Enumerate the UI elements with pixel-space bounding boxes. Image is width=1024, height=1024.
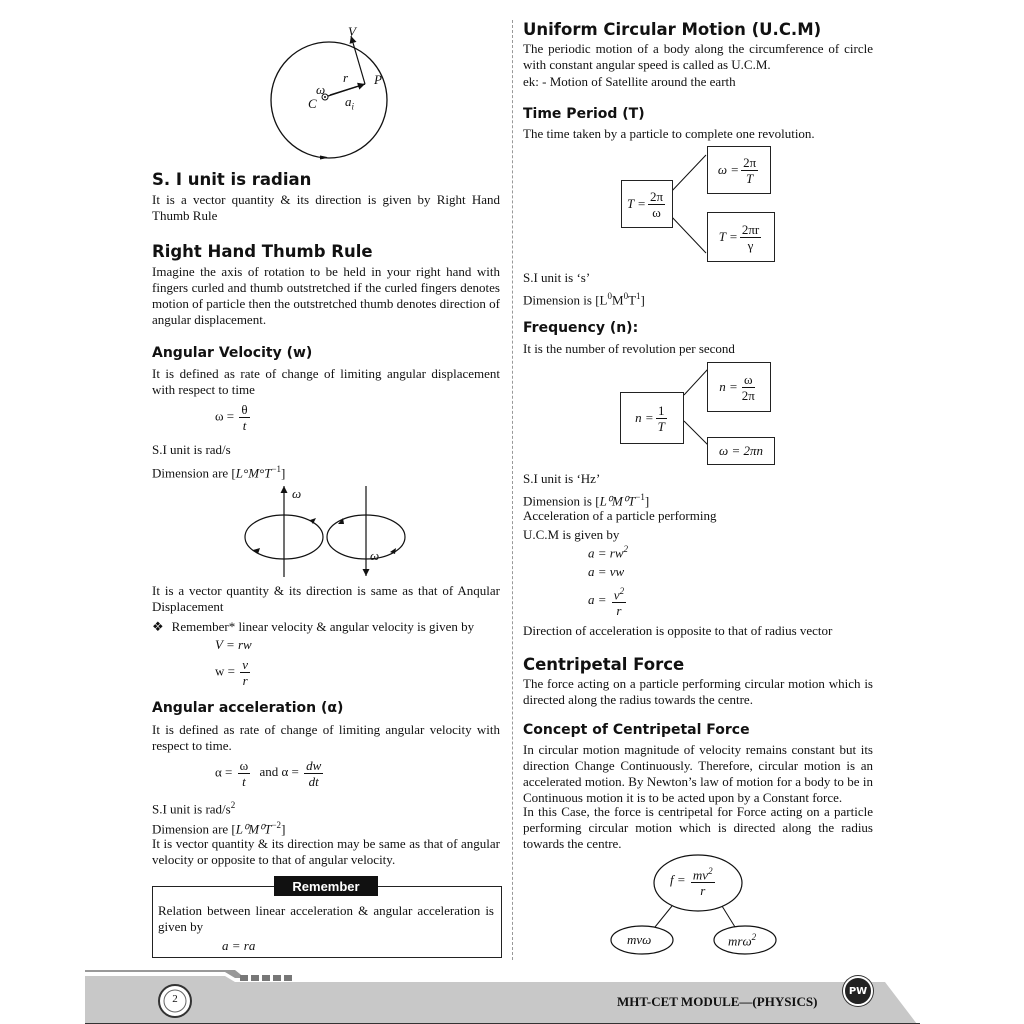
angular-acceleration-si: S.I unit is rad/$s^2$	[152, 800, 236, 817]
ucm-heading: Uniform Circular Motion (U.C.M)	[523, 20, 822, 39]
angular-velocity-dimension: Dimension are $[L^\circ M^\circ T^{-1}]$	[152, 464, 286, 481]
frequency-top-box: n = $\frac{\omega}{2\pi}$	[707, 362, 771, 412]
time-period-si: S.I unit is ‘s’	[523, 270, 591, 285]
fig1-p-label: P	[374, 72, 382, 87]
remember-linear-line: ❖ Remember* linear velocity & angular velocity is given by	[152, 619, 500, 635]
time-period-bottom-box: T = $\frac{2\pi r}{\gamma}$	[707, 212, 775, 262]
angular-velocity-heading: Angular Velocity (w)	[152, 345, 313, 361]
equation-v-rw: V = rw	[215, 637, 252, 652]
angular-acceleration-vector-text: It is vector quantity & its direction may be same as that of angular velocity or opposite to that of angular velocity.	[152, 836, 500, 867]
pw-logo-text: PW	[848, 985, 868, 997]
si-unit-text: It is a vector quantity & its direction is given by Right Hand Thumb Rule	[152, 192, 500, 223]
frequency-text: It is the number of revolution per second	[523, 341, 735, 356]
time-period-text: The time taken by a particle to complete one revolution.	[523, 126, 815, 141]
pw-logo	[843, 976, 873, 1006]
frequency-main-box: n = $\frac{1}{T}$	[620, 392, 684, 444]
acceleration-eq-2: a = vw	[588, 564, 625, 579]
remember-tag: Remember	[274, 876, 378, 896]
remember-equation: a = ra	[222, 938, 256, 953]
fig1-v-label: V	[348, 24, 356, 39]
acceleration-eq-3: a = $\frac{v^2}{r}$	[588, 586, 625, 619]
angular-acceleration-equation: α = $\frac{\omega}{t}$ and α = $\frac{dw}{dt}$	[215, 758, 322, 789]
fig2-omega-bottom: ω	[370, 548, 380, 563]
acceleration-text-1: Acceleration of a particle performing	[523, 508, 717, 523]
time-period-dimension: Dimension is $[L^0M^0T^1]$	[523, 291, 645, 308]
equation-w-v-r: w = $\frac{v}{r}$	[215, 657, 249, 688]
fig1-omega-label: ω	[316, 82, 326, 97]
angular-velocity-si: S.I unit is rad/s	[152, 442, 231, 457]
ellipse-main-formula: f = $\frac{mv^2}{r}$	[670, 866, 713, 899]
remember-text: Relation between linear acceleration & angular acceleration is given by	[158, 903, 494, 934]
ucm-example: ek: - Motion of Satellite around the earth	[523, 74, 736, 89]
angular-acceleration-text: It is defined as rate of change of limiting angular velocity with respect to time.	[152, 722, 500, 753]
angular-acceleration-heading: Angular acceleration (α)	[152, 700, 344, 716]
ellipse-right-label: mrω$^2$	[728, 932, 757, 949]
concept-centripetal-heading: Concept of Centripetal Force	[523, 722, 750, 738]
rhtr-text: Imagine the axis of rotation to be held in your right hand with fingers curled and thumb outstretched if the curled fingers denotes motion of particle then the outstretched thumb denotes direction of angular displacement.	[152, 264, 500, 327]
time-period-top-box: ω = $\frac{2\pi}{T}$	[707, 146, 771, 194]
time-period-main-box: T = $\frac{2\pi}{\omega}$	[621, 180, 673, 228]
circular-motion-figure	[265, 20, 415, 160]
centripetal-force-text: The force acting on a particle performing circular motion which is directed along the radius towards the centre.	[523, 676, 873, 707]
page-number: 2	[172, 993, 178, 1005]
si-unit-heading: S. I unit is radian	[152, 170, 312, 189]
frequency-dimension: Dimension is $[L^0M^0T^{-1}]$	[523, 492, 650, 509]
module-title: MHT-CET MODULE—(PHYSICS)	[617, 994, 818, 1009]
centripetal-force-heading: Centripetal Force	[523, 655, 685, 674]
fig2-omega-top: ω	[292, 486, 302, 501]
ellipse-left-label: mvω	[627, 932, 652, 947]
angular-velocity-text: It is defined as rate of change of limiting angular displacement with respect to time	[152, 366, 500, 397]
ucm-text: The periodic motion of a body along the circumference of circle with constant angular speed is called as U.C.M.	[523, 41, 873, 72]
frequency-heading: Frequency (n):	[523, 320, 639, 336]
rhtr-heading: Right Hand Thumb Rule	[152, 242, 373, 261]
frequency-si: S.I unit is ‘Hz’	[523, 471, 601, 486]
angular-velocity-direction-figure	[240, 482, 410, 582]
frequency-bottom-box: ω = 2πn	[707, 437, 775, 465]
time-period-heading: Time Period (T)	[523, 106, 645, 122]
concept-centripetal-text-1: In circular motion magnitude of velocity remains constant but its direction Change Continuously. Therefore, circular motion is an accelerated motion. By Newton’s law of motion for a body to be in Continuous motion it is to be acted upon by a Constant force.	[523, 742, 873, 805]
fig1-c-label: C	[308, 96, 317, 111]
acceleration-text-2: U.C.M is given by	[523, 527, 620, 542]
concept-centripetal-text-2: In this Case, the force is centripetal for Force acting on a particle performing circular motion which is directed along the radius towards the centre.	[523, 804, 873, 851]
acceleration-eq-1: $a = rw^2$	[588, 544, 629, 561]
angular-acceleration-dimension: Dimension are $[L^0M^0T^{-2}]$	[152, 820, 286, 837]
fig1-r-label: r	[343, 70, 349, 85]
vector-quantity-text: It is a vector quantity & its direction is same as that of Anqular Displacement	[152, 583, 500, 614]
acceleration-direction: Direction of acceleration is opposite to that of radius vector	[523, 623, 833, 638]
angular-velocity-equation: ω = $\frac{\theta}{t}$	[215, 402, 248, 433]
column-divider	[512, 20, 513, 960]
fig1-a-label: $a_i$	[345, 94, 355, 112]
